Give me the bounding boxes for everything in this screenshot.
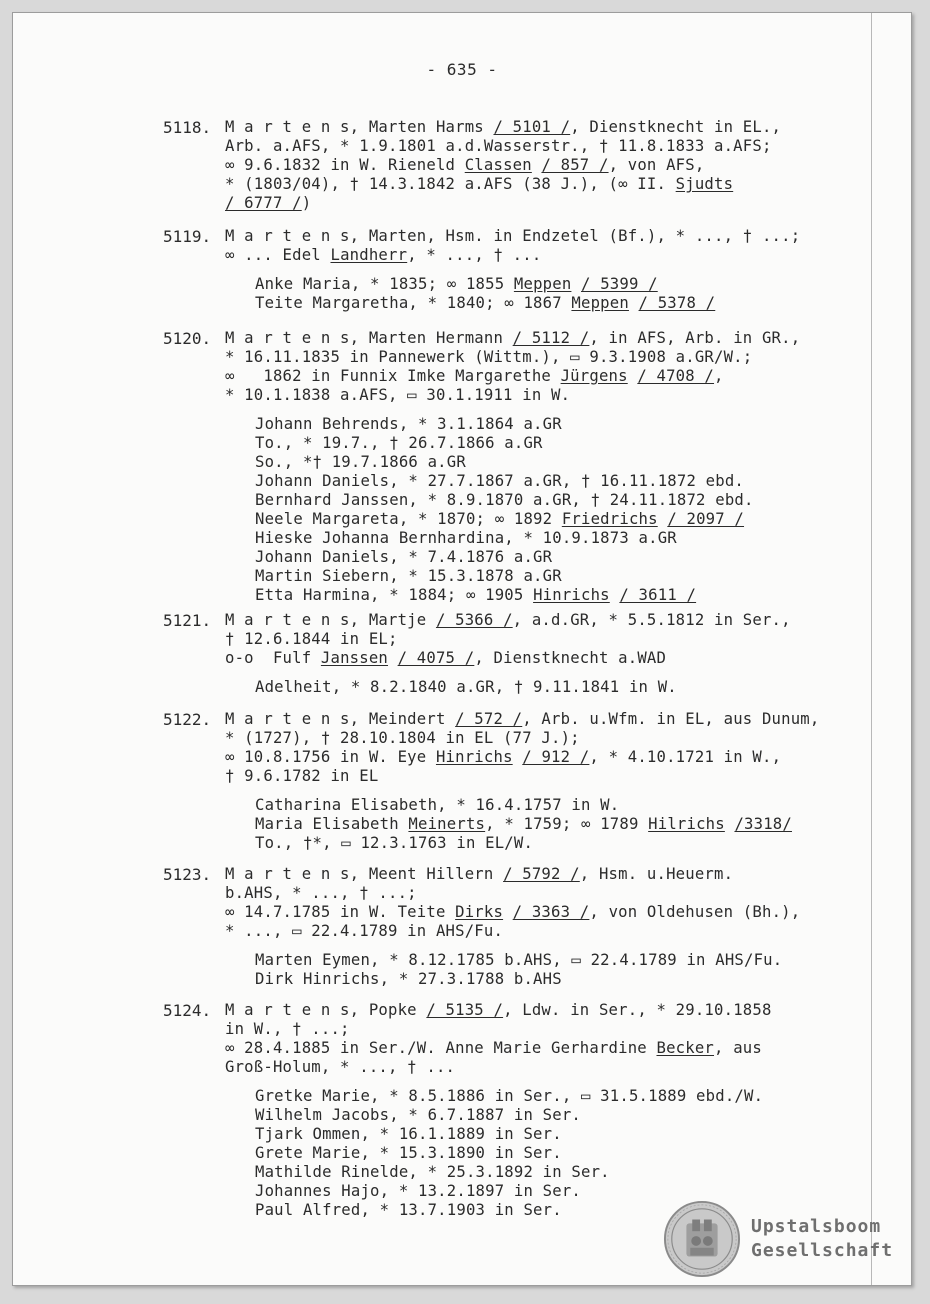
text-run: * (1803/04), † 14.3.1842 a.AFS (38 J.), (∞ II.	[225, 175, 676, 193]
child-line	[225, 548, 800, 567]
reference-text: Jürgens	[560, 367, 628, 385]
text-run	[628, 367, 638, 385]
entry-line	[225, 194, 781, 213]
text-run: Paul Alfred, * 13.7.1903 in Ser.	[255, 1201, 562, 1219]
text-run: Neele Margareta, * 1870; ∞ 1892	[255, 510, 562, 528]
entry-text	[225, 710, 820, 853]
reference-text: / 2097 /	[667, 510, 745, 528]
reference-text: Meinerts	[408, 815, 486, 833]
entry-line	[225, 865, 800, 884]
entry-number: 5123.	[163, 865, 212, 884]
text-run: Tjark Ommen, * 16.1.1889 in Ser.	[255, 1125, 562, 1143]
child-line	[225, 951, 800, 970]
text-run: ∞ ... Edel	[225, 246, 331, 264]
text-run: Johann Daniels, * 7.4.1876 a.GR	[255, 548, 553, 566]
entry-line	[225, 367, 800, 386]
text-run	[532, 156, 542, 174]
entry-line	[225, 1001, 772, 1020]
entry-text	[225, 865, 800, 989]
text-run: , * 4.10.1721 in W.,	[589, 748, 782, 766]
text-run	[725, 815, 735, 833]
entry-line	[225, 1058, 772, 1077]
text-run: M a r t e n s, Meindert	[225, 710, 456, 728]
text-run: Maria Elisabeth	[255, 815, 409, 833]
text-run: Arb. a.AFS, * 1.9.1801 a.d.Wasserstr., † 11.8.1833 a.AFS;	[225, 137, 772, 155]
text-run: ∞ 14.7.1785 in W. Teite	[225, 903, 456, 921]
text-run: Catharina Elisabeth, * 16.4.1757 in W.	[255, 796, 620, 814]
text-run: ,	[714, 367, 724, 385]
entry-text	[225, 227, 800, 313]
text-run: , von AFS,	[608, 156, 705, 174]
reference-text: Hilrichs	[648, 815, 725, 833]
text-run: Bernhard Janssen, * 8.9.1870 a.GR, † 24.11.1872 ebd.	[255, 491, 754, 509]
text-run	[610, 586, 620, 604]
document-page	[12, 12, 912, 1286]
child-line	[225, 1106, 772, 1125]
reference-text: / 5135 /	[426, 1001, 504, 1019]
text-run	[388, 649, 398, 667]
text-run: Adelheit, * 8.2.1840 a.GR, † 9.11.1841 in W.	[255, 678, 677, 696]
text-run	[513, 748, 523, 766]
child-line	[225, 415, 800, 434]
text-run: M a r t e n s, Marten, Hsm. in Endzetel (Bf.), * ..., † ...;	[225, 227, 801, 245]
entry-number: 5124.	[163, 1001, 212, 1020]
text-run: Marten Eymen, * 8.12.1785 b.AHS, ▭ 22.4.1789 in AHS/Fu.	[255, 951, 783, 969]
page-number: - 635 -	[426, 60, 498, 79]
entry-line	[225, 922, 800, 941]
text-run: o-o Fulf	[225, 649, 321, 667]
reference-text: /3318/	[734, 815, 792, 833]
text-run: To., * 19.7., † 26.7.1866 a.GR	[255, 434, 543, 452]
text-run: , aus	[714, 1039, 762, 1057]
text-run: , a.d.GR, * 5.5.1812 in Ser.,	[512, 611, 791, 629]
text-run	[503, 903, 513, 921]
reference-text: Janssen	[320, 649, 389, 667]
text-run: Johann Daniels, * 27.7.1867 a.GR, † 16.11.1872 ebd.	[255, 472, 744, 490]
text-run: Etta Harmina, * 1884; ∞ 1905	[255, 586, 534, 604]
reference-text: Landherr	[330, 246, 408, 264]
reference-text: / 857 /	[541, 156, 609, 174]
reference-text: Friedrichs	[561, 510, 658, 528]
child-line	[225, 834, 820, 853]
text-run: , Hsm. u.Heuerm.	[579, 865, 734, 883]
watermark-line-2: Gesellschaft	[751, 1240, 894, 1261]
entry-text	[225, 329, 800, 605]
reference-text: / 5399 /	[581, 275, 658, 293]
reference-text: / 3363 /	[512, 903, 590, 921]
reference-text: / 5101 /	[493, 118, 571, 136]
text-run: , * ..., † ...	[407, 246, 542, 264]
text-run	[571, 275, 581, 293]
reference-text: Becker	[656, 1039, 715, 1057]
entry-line	[225, 649, 791, 668]
entry-text	[225, 118, 781, 213]
text-run: , * 1759; ∞ 1789	[485, 815, 649, 833]
entry-line	[225, 884, 800, 903]
child-line	[225, 567, 800, 586]
text-run: )	[301, 194, 312, 212]
text-run: , Ldw. in Ser., * 29.10.1858	[503, 1001, 772, 1019]
text-run: M a r t e n s, Meent Hillern	[225, 865, 504, 883]
text-run: M a r t e n s, Martje	[225, 611, 436, 629]
child-line	[225, 434, 800, 453]
child-line	[225, 1144, 772, 1163]
entry-line	[225, 729, 820, 748]
child-line	[225, 678, 791, 697]
child-line	[225, 1087, 772, 1106]
text-run: ∞ 9.6.1832 in W. Rieneld	[225, 156, 465, 174]
child-line	[225, 1182, 772, 1201]
text-run: * 10.1.1838 a.AFS, ▭ 30.1.1911 in W.	[225, 386, 571, 404]
text-run: Johann Behrends, * 3.1.1864 a.GR	[255, 415, 562, 433]
child-line	[225, 529, 800, 548]
entry-line	[225, 175, 781, 194]
text-run: To., †*, ▭ 12.3.1763 in EL/W.	[255, 834, 534, 852]
child-line	[225, 472, 800, 491]
child-line	[225, 1125, 772, 1144]
watermark-line-1: Upstalsboom	[751, 1216, 882, 1237]
entry-line	[225, 227, 800, 246]
text-run: Mathilde Rinelde, * 25.3.1892 in Ser.	[255, 1163, 610, 1181]
entry-line	[225, 1039, 772, 1058]
entry-line	[225, 903, 800, 922]
entry-line	[225, 329, 800, 348]
text-run	[658, 510, 668, 528]
entry-line	[225, 118, 781, 137]
entry-number: 5121.	[163, 611, 212, 630]
reference-text: Sjudts	[675, 175, 734, 193]
text-run: in W., † ...;	[225, 1020, 350, 1038]
entry-number: 5118.	[163, 118, 212, 137]
text-run: Martin Siebern, * 15.3.1878 a.GR	[255, 567, 562, 585]
reference-text: Meppen	[571, 294, 629, 312]
entry-line	[225, 246, 800, 265]
reference-text: / 3611 /	[619, 586, 697, 604]
entry-line	[225, 386, 800, 405]
text-run: ∞ 1862 in Funnix Imke Margarethe	[225, 367, 561, 385]
text-run: * (1727), † 28.10.1804 in EL (77 J.);	[225, 729, 580, 747]
entry-text	[225, 611, 791, 697]
reference-text: / 5378 /	[638, 294, 716, 312]
reference-text: / 5366 /	[435, 611, 513, 629]
seal-icon	[663, 1200, 741, 1278]
text-run: , Dienstknecht a.WAD	[474, 649, 667, 667]
text-run: Groß-Holum, * ..., † ...	[225, 1058, 456, 1076]
entry-line	[225, 748, 820, 767]
reference-text: Meppen	[513, 275, 572, 293]
entry-line	[225, 630, 791, 649]
text-run: M a r t e n s, Popke	[225, 1001, 427, 1019]
text-run: So., *† 19.7.1866 a.GR	[255, 453, 466, 471]
text-run: Johannes Hajo, * 13.2.1897 in Ser.	[255, 1182, 581, 1200]
child-line	[225, 1163, 772, 1182]
entry-line	[225, 348, 800, 367]
text-run: † 9.6.1782 in EL	[225, 767, 379, 785]
entry-line	[225, 611, 791, 630]
text-run: , Arb. u.Wfm. in EL, aus Dunum,	[522, 710, 820, 728]
text-run	[629, 294, 639, 312]
text-run: Wilhelm Jacobs, * 6.7.1887 in Ser.	[255, 1106, 581, 1124]
child-line	[225, 796, 820, 815]
text-run: b.AHS, * ..., † ...;	[225, 884, 417, 902]
watermark-text	[751, 1215, 906, 1263]
reference-text: / 4708 /	[637, 367, 715, 385]
child-line	[225, 586, 800, 605]
entry-text	[225, 1001, 772, 1220]
child-line	[225, 294, 800, 313]
entry-line	[225, 156, 781, 175]
reference-text: / 5112 /	[512, 329, 590, 347]
entry-line	[225, 1020, 772, 1039]
child-line	[225, 275, 800, 294]
text-run: M a r t e n s, Marten Harms	[225, 118, 494, 136]
child-line	[225, 970, 800, 989]
text-run: Gretke Marie, * 8.5.1886 in Ser., ▭ 31.5.1889 ebd./W.	[255, 1087, 764, 1105]
reference-text: / 5792 /	[503, 865, 580, 883]
text-run: * 16.11.1835 in Pannewerk (Wittm.), ▭ 9.3.1908 a.GR/W.;	[225, 348, 753, 366]
entry-line	[225, 137, 781, 156]
text-run: Hieske Johanna Bernhardina, * 10.9.1873 a.GR	[255, 529, 677, 547]
reference-text: Dirks	[455, 903, 504, 921]
reference-text: / 4075 /	[397, 649, 475, 667]
reference-text: Hinrichs	[435, 748, 513, 766]
child-line	[225, 491, 800, 510]
text-run: ∞ 28.4.1885 in Ser./W. Anne Marie Gerhardine	[225, 1039, 657, 1057]
text-run: , von Oldehusen (Bh.),	[589, 903, 801, 921]
text-run: * ..., ▭ 22.4.1789 in AHS/Fu.	[225, 922, 504, 940]
text-run: Anke Maria, * 1835; ∞ 1855	[255, 275, 514, 293]
reference-text: / 6777 /	[225, 194, 302, 212]
text-run: Dirk Hinrichs, * 27.3.1788 b.AHS	[255, 970, 562, 988]
entry-number: 5122.	[163, 710, 212, 729]
entry-line	[225, 767, 820, 786]
text-run: † 12.6.1844 in EL;	[225, 630, 398, 648]
margin-rule	[871, 13, 872, 1285]
entry-number: 5120.	[163, 329, 212, 348]
text-run: Grete Marie, * 15.3.1890 in Ser.	[255, 1144, 562, 1162]
child-line	[225, 453, 800, 472]
reference-text: / 912 /	[522, 748, 590, 766]
reference-text: Classen	[464, 156, 532, 174]
text-run: , Dienstknecht in EL.,	[570, 118, 782, 136]
text-run: Teite Margaretha, * 1840; ∞ 1867	[255, 294, 572, 312]
reference-text: Hinrichs	[533, 586, 610, 604]
text-run: ∞ 10.8.1756 in W. Eye	[225, 748, 436, 766]
entry-number: 5119.	[163, 227, 212, 246]
text-run: , in AFS, Arb. in GR.,	[589, 329, 801, 347]
child-line	[225, 510, 800, 529]
text-run: M a r t e n s, Marten Hermann	[225, 329, 513, 347]
entry-line	[225, 710, 820, 729]
child-line	[225, 815, 820, 834]
reference-text: / 572 /	[455, 710, 523, 728]
